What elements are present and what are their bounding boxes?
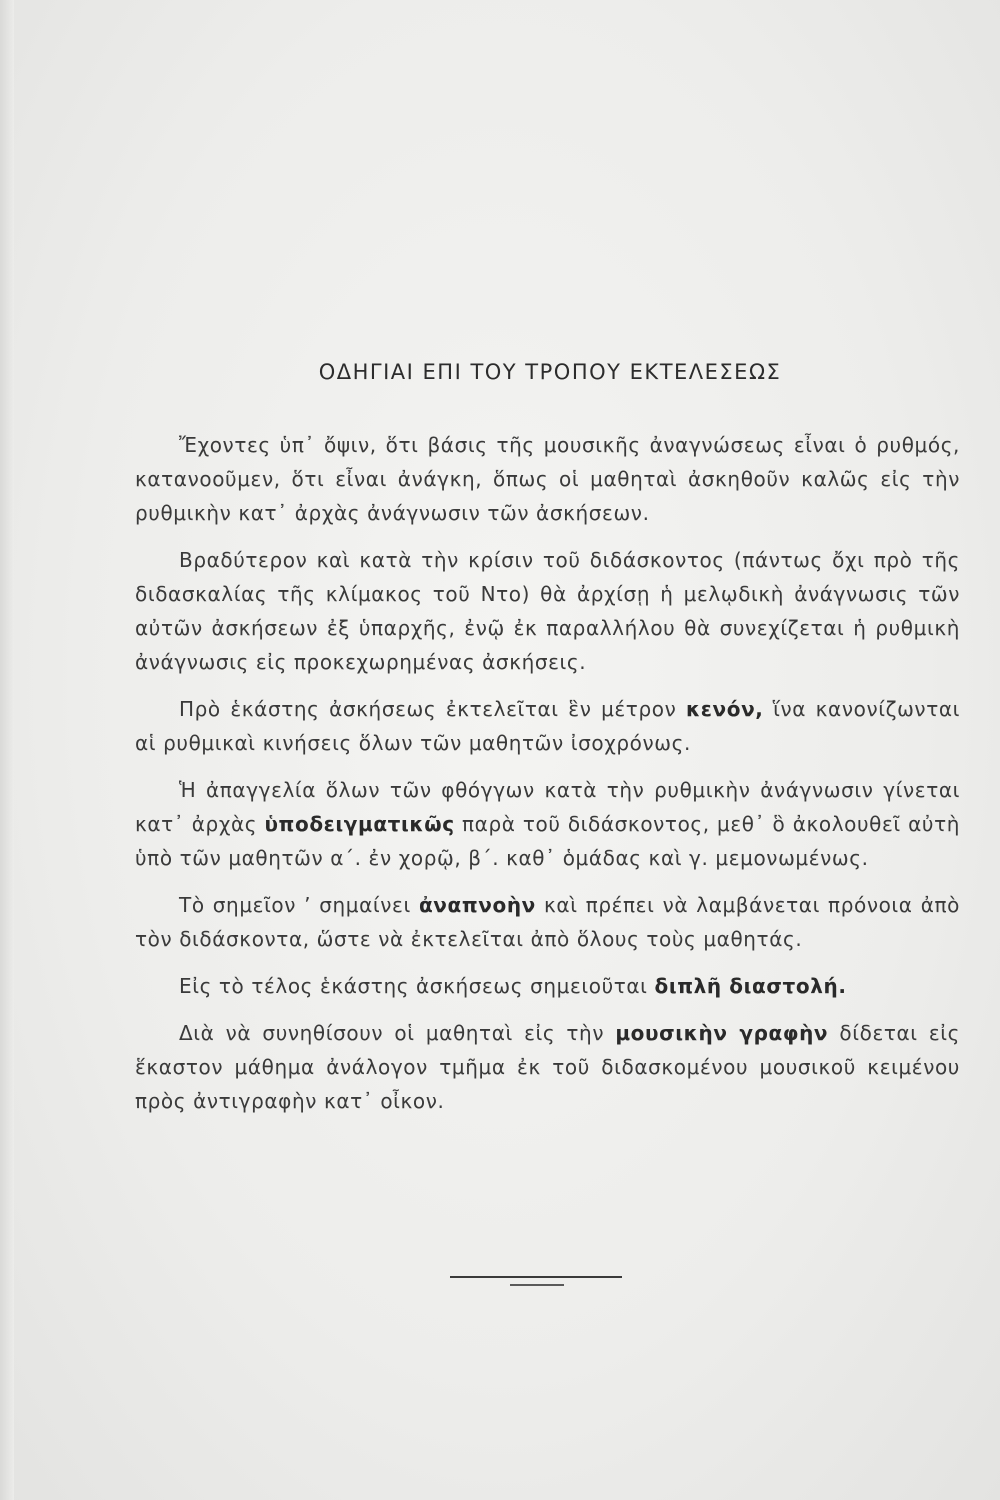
paragraph-text: Βραδύτερον καὶ κατὰ τὴν κρίσιν τοῦ διδάσκοντος (πάντως ὄχι πρὸ τῆς διδασκαλίας τῆς κλίμακος τοῦ Ντο) θὰ ἀρχίσῃ ἡ μελῳδικὴ ἀνάγνωσις τῶν αὐτῶν ἀσκήσεων ἐξ ὑπαρχῆς, ἐνῷ ἐκ παραλλήλου θὰ συνεχίζεται ἡ ρυθμικὴ ἀνάγνωσις εἰς προκεχωρημένας ἀσκήσεις. xyxy=(135,548,960,674)
paragraph-text: Ἡ ἀπαγγελία ὅλων τῶν φθόγγων κατὰ τὴν ρυθμικὴν ἀνάγνωσιν γίνεται κατ᾽ ἀρχὰς xyxy=(135,778,960,836)
emphasis-empty: κενόν, xyxy=(685,697,764,721)
emphasis-breath: ἀναπνοὴν xyxy=(418,893,536,917)
paragraph-text: Πρὸ ἑκάστης ἀσκήσεως ἐκτελεῖται ἓν μέτρον xyxy=(179,697,677,721)
instructions-body xyxy=(135,428,960,1131)
paragraph-text: Ἔχοντες ὑπ᾽ ὄψιν, ὅτι βάσις τῆς μουσικῆς ἀναγνώσεως εἶναι ὁ ρυθμός, κατανοοῦμεν, ὅτι εἶναι ἀνάγκη, ὅπως οἱ μαθηταὶ ἀσκηθοῦν καλῶς εἰς τὴν ρυθμικὴν κατ᾽ ἀρχὰς ἀνάγνωσιν τῶν ἀσκήσεων. xyxy=(135,433,960,525)
paragraph-rhythm-basis xyxy=(135,428,960,530)
emphasis-double-bar: διπλῆ διαστολή. xyxy=(654,974,847,998)
paragraph-recitation xyxy=(135,773,960,875)
paragraph-music-writing xyxy=(135,1016,960,1118)
end-divider xyxy=(450,1276,622,1278)
paragraph-text: Εἰς τὸ τέλος ἑκάστης ἀσκήσεως σημειοῦται xyxy=(179,974,648,998)
paragraph-empty-measure xyxy=(135,692,960,760)
page-binding-edge xyxy=(0,0,14,1500)
emphasis-music-writing: μουσικὴν γραφὴν xyxy=(615,1021,829,1045)
paragraph-text: Διὰ νὰ συνηθίσουν οἱ μαθηταὶ εἰς τὴν xyxy=(179,1021,605,1045)
paragraph-text: ἵνα κανονίζωνται αἱ ρυθμικαὶ κινήσεις ὅλων τῶν μαθητῶν ἰσοχρόνως. xyxy=(135,697,960,755)
emphasis-by-example: ὑποδειγματικῶς xyxy=(264,812,455,836)
paragraph-breath-mark xyxy=(135,888,960,956)
page-title: ΟΔΗΓΙΑΙ ΕΠΙ ΤΟΥ ΤΡΟΠΟΥ ΕΚΤΕΛΕΣΕΩΣ xyxy=(318,360,782,384)
paragraph-text: καὶ πρέπει νὰ λαμβάνεται πρόνοια ἀπὸ τὸν διδάσκοντα, ὥστε νὰ ἐκτελεῖται ἀπὸ ὅλους τοὺς μαθητάς. xyxy=(135,893,960,951)
paragraph-text: δίδεται εἰς ἕκαστον μάθημα ἀνάλογον τμῆμα ἐκ τοῦ διδασκομένου μουσικοῦ κειμένου πρὸς ἀντιγραφὴν κατ᾽ οἶκον. xyxy=(135,1021,960,1113)
paragraph-text: Τὸ σημεῖον ’ σημαίνει xyxy=(179,893,411,917)
end-divider-short xyxy=(510,1284,564,1286)
paragraph-double-bar xyxy=(135,969,960,1003)
paragraph-text: παρὰ τοῦ διδάσκοντος, μεθ᾽ ὃ ἀκολουθεῖ αὐτὴ ὑπὸ τῶν μαθητῶν α΄. ἐν χορῷ, β΄. καθ᾽ ὁμάδας καὶ γ. μεμονωμένως. xyxy=(135,812,960,870)
paragraph-melodic-reading xyxy=(135,543,960,679)
